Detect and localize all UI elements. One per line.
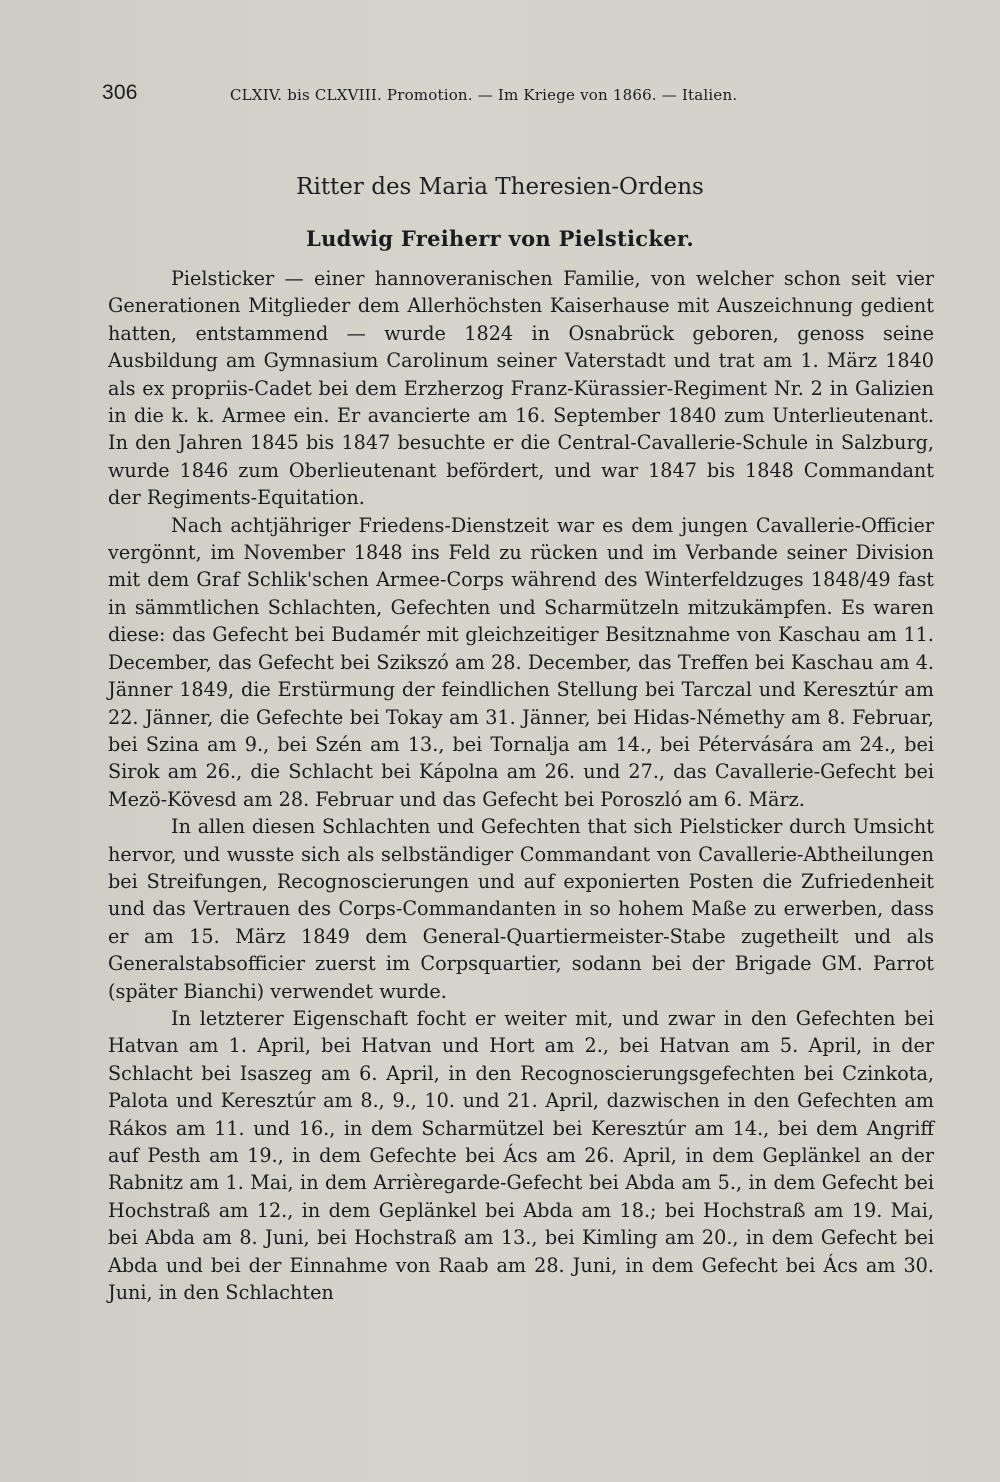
paragraph: Pielsticker — einer hannoveranischen Familie, von welcher schon seit vier Generationen Mitglieder dem Allerhöchsten Kaiserhause mit Auszeichnung gedient hatten, entstammend — wurde 1824 in Osnabrück geboren, genoss seine Ausbildung am Gymnasium Carolinum seiner Vaterstadt und trat am 1. März 1840 als ex propriis-Cadet bei dem Erzherzog Franz-Kürassier-Regiment Nr. 2 in Galizien in die k. k. Armee ein. Er avancierte am 16. September 1840 zum Unterlieutenant. In den Jahren 1845 bis 1847 besuchte er die Central-Cavallerie-Schule in Salzburg, wurde 1846 zum Oberlieutenant befördert, und war 1847 bis 1848 Commandant der Regiments-Equitation. [108,267,934,510]
body-text [108,265,934,1306]
page-header [102,81,902,114]
paragraph: In allen diesen Schlachten und Gefechten that sich Pielsticker durch Umsicht hervor, und wusste sich als selbständiger Commandant von Cavallerie-Abtheilungen bei Streifungen, Recognoscierungen und auf exponierten Posten die Zufriedenheit und das Vertrauen des Corps-Commandanten in so hohem Maße zu erwerben, dass er am 15. März 1849 dem General-Quartiermeister-Stabe zugetheilt und als Generalstabsofficier zuerst im Corpsquartier, sodann bei der Brigade GM. Parrot (später Bianchi) verwendet wurde. [108,815,934,1003]
paragraph: Nach achtjähriger Friedens-Dienstzeit war es dem jungen Cavallerie-Officier vergönnt, im November 1848 ins Feld zu rücken und im Verbande seiner Division mit dem Graf Schlik'schen Armee-Corps während des Winterfeldzuges 1848/49 fast in sämmtlichen Schlachten, Gefechten und Scharmützeln mitzukämpfen. Es waren diese: das Gefecht bei Budamér mit gleichzeitiger Besitznahme von Kaschau am 11. December, das Gefecht bei Szikszó am 28. December, das Treffen bei Kaschau am 4. Jänner 1849, die Erstürmung der feindlichen Stellung bei Tarczal und Keresztúr am 22. Jänner, die Gefechte bei Tokay am 31. Jänner, bei Hidas-Némethy am 8. Februar, bei Szina am 9., bei Szén am 13., bei Tornalja am 14., bei Pétervására am 24., bei Sirok am 26., die Schlacht bei Kápolna am 26. und 27., das Cavallerie-Gefecht bei Mezö-Kövesd am 28. Februar und das Gefecht bei Poroszló am 6. März. [108,513,934,811]
running-title: CLXIV. bis CLXVIII. Promotion. — Im Kriege von 1866. — Italien. [230,86,738,104]
page-number: 306 [102,81,138,104]
person-name-heading: Ludwig Freiherr von Pielsticker. [306,226,694,251]
section-title: Ritter des Maria Theresien-Ordens [296,174,704,200]
paragraph: In letzterer Eigenschaft focht er weiter mit, und zwar in den Gefechten bei Hatvan am 1. April, bei Hatvan und Hort am 2., bei Hatvan am 5. April, in der Schlacht bei Isaszeg am 6. April, in den Recognoscierungsgefechten bei Czinkota, Palota und Keresztúr am 8., 9., 10. und 21. April, dazwischen in den Gefechten am Rákos am 11. und 16., in dem Scharmützel bei Keresztúr am 14., bei dem Angriff auf Pesth am 19., in dem Gefechte bei Ács am 26. April, in dem Geplänkel an der Rabnitz am 1. Mai, in dem Arrièregarde-Gefecht bei Abda am 5., in dem Gefecht bei Hochstraß am 12., in dem Geplänkel bei Abda am 18.; bei Hochstraß am 19. Mai, bei Abda am 8. Juni, bei Hochstraß am 13., bei Kimling am 20., in dem Gefecht bei Abda und bei der Einnahme von Raab am 28. Juni, in dem Gefecht bei Ács am 30. Juni, in den Schlachten [108,1006,934,1305]
